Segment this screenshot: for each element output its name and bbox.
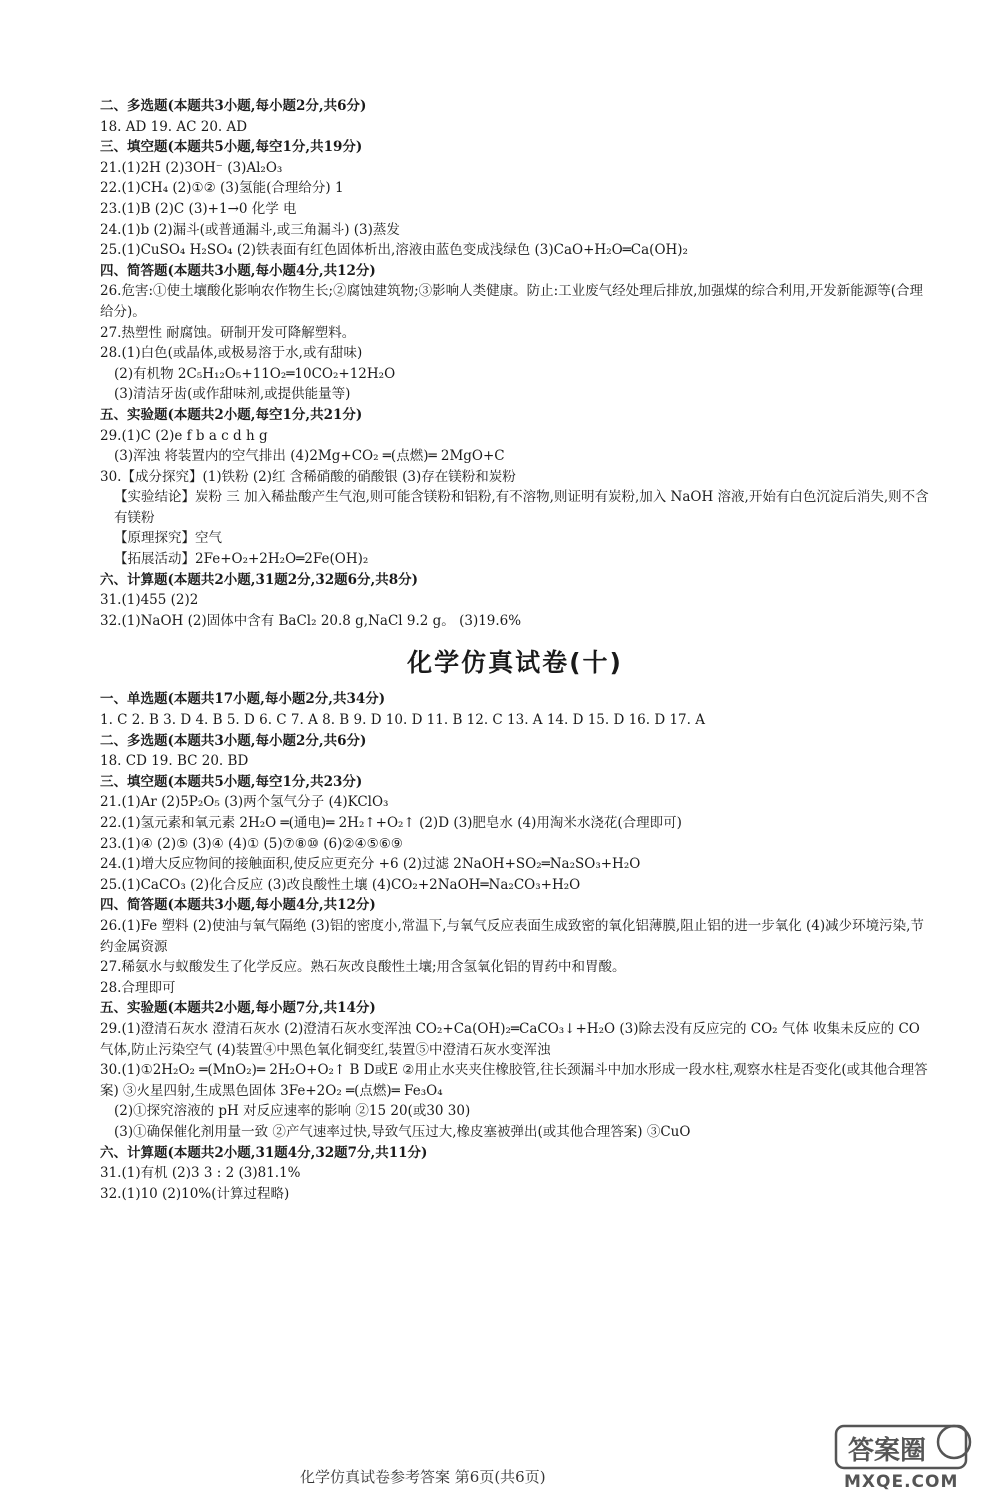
answer-line: 29.(1)C (2)e f b a c d h g (100, 427, 268, 444)
answer-line: 【原理探究】空气 (114, 530, 222, 547)
answer-line: (2)有机物 2C₅H₁₂O₅+11O₂═10CO₂+12H₂O (114, 365, 396, 382)
answer-line: 24.(1)增大反应物间的接触面积,使反应更充分 +6 (2)过滤 2NaOH+SO₂═Na₂SO₃+H₂O (100, 856, 641, 873)
section-heading: 五、实验题(本题共2小题,每小题7分,共14分) (100, 1000, 376, 1017)
answer-line: 30.(1)①2H₂O₂ ═(MnO₂)═ 2H₂O+O₂↑ B D或E ②用止水夹夹住橡胶管,往长颈漏斗中加水形成一段水柱,观察水柱是否变化(或其他合理答案) ③火星四射,生成黑色固体 3Fe+2O₂ ═(点燃)═ Fe₃O₄ (100, 1062, 928, 1099)
watermark-logo (834, 1422, 984, 1498)
section-heading: 三、填空题(本题共5小题,每空1分,共19分) (100, 139, 363, 156)
answers-part-2 (100, 689, 930, 1204)
section-heading: 五、实验题(本题共2小题,每空1分,共21分) (100, 406, 363, 423)
answer-line: 27.稀氨水与蚁酸发生了化学反应。熟石灰改良酸性土壤;用含氢氧化铝的胃药中和胃酸。 (100, 959, 626, 976)
answers-part-1 (100, 96, 930, 631)
section-heading: 六、计算题(本题共2小题,31题2分,32题6分,共8分) (100, 571, 419, 588)
answer-line: 18. CD 19. BC 20. BD (100, 753, 249, 770)
answer-line: 23.(1)B (2)C (3)+1→0 化学 电 (100, 200, 297, 217)
answer-line: 28.(1)白色(或晶体,或极易溶于水,或有甜味) (100, 345, 363, 362)
exam-title: 化学仿真试卷(十) (407, 648, 623, 678)
answer-line: 31.(1)455 (2)2 (100, 592, 199, 609)
answer-line: 32.(1)10 (2)10%(计算过程略) (100, 1185, 290, 1202)
answer-line: 1. C 2. B 3. D 4. B 5. D 6. C 7. A 8. B 9. D 10. D 11. B 12. C 13. A 14. D 15. D 16. D 17. A (100, 712, 705, 729)
answer-line: 26.危害:①使土壤酸化影响农作物生长;②腐蚀建筑物;③影响人类健康。防止:工业废气经处理后排放,加强煤的综合利用,开发新能源等(合理给分)。 (100, 283, 924, 320)
section-heading: 二、多选题(本题共3小题,每小题2分,共6分) (100, 98, 367, 114)
section-heading: 六、计算题(本题共2小题,31题4分,32题7分,共11分) (100, 1144, 428, 1161)
answer-line: 24.(1)b (2)漏斗(或普通漏斗,或三角漏斗) (3)蒸发 (100, 221, 400, 238)
answer-line: (3)①确保催化剂用量一致 ②产气速率过快,导致气压过大,橡皮塞被弹出(或其他合理答案) ③CuO (114, 1123, 691, 1140)
answer-line: 22.(1)氢元素和氧元素 2H₂O ═(通电)═ 2H₂↑+O₂↑ (2)D (3)肥皂水 (4)用淘米水浇花(合理即可) (100, 815, 682, 831)
section-heading: 四、简答题(本题共3小题,每小题4分,共12分) (100, 897, 376, 914)
section-heading: 三、填空题(本题共5小题,每空1分,共23分) (100, 773, 363, 790)
answer-line: 21.(1)2H (2)3OH⁻ (3)Al₂O₃ (100, 159, 283, 176)
answer-line: (3)浑浊 将装置内的空气排出 (4)2Mg+CO₂ ═(点燃)═ 2MgO+C (114, 448, 505, 465)
answer-line: 27.热塑性 耐腐蚀。研制开发可降解塑料。 (100, 324, 356, 341)
answer-line: 28.合理即可 (100, 979, 176, 996)
answer-line: 【拓展活动】2Fe+O₂+2H₂O═2Fe(OH)₂ (114, 551, 369, 568)
answer-line: 22.(1)CH₄ (2)①② (3)氢能(合理给分) 1 (100, 180, 344, 197)
answer-line: 23.(1)④ (2)⑤ (3)④ (4)① (5)⑦⑧⑩ (6)②④⑤⑥⑨ (100, 835, 403, 852)
answer-page (100, 96, 930, 1204)
answer-line: 29.(1)澄清石灰水 澄清石灰水 (2)澄清石灰水变浑浊 CO₂+Ca(OH)₂═CaCO₃↓+H₂O (3)除去没有反应完的 CO₂ 气体 收集未反应的 CO 气体,防止污染空气 (4)装置④中黑色氧化铜变红,装置⑤中澄清石灰水变浑浊 (100, 1020, 920, 1058)
answer-line: 18. AD 19. AC 20. AD (100, 118, 248, 135)
answer-line: 21.(1)Ar (2)5P₂O₅ (3)两个氢气分子 (4)KClO₃ (100, 794, 389, 811)
answer-line: 25.(1)CuSO₄ H₂SO₄ (2)铁表面有红色固体析出,溶液由蓝色变成浅绿色 (3)CaO+H₂O═Ca(OH)₂ (100, 242, 688, 259)
answer-line: 30.【成分探究】(1)铁粉 (2)红 含稀硝酸的硝酸银 (3)存在镁粉和炭粉 (100, 468, 516, 485)
answer-line: 31.(1)有机 (2)3 3 : 2 (3)81.1% (100, 1165, 301, 1182)
section-heading: 二、多选题(本题共3小题,每小题2分,共6分) (100, 732, 367, 749)
answer-line: 25.(1)CaCO₃ (2)化合反应 (3)改良酸性土壤 (4)CO₂+2NaOH═Na₂CO₃+H₂O (100, 876, 581, 893)
logo-url: MXQE.COM (844, 1472, 959, 1492)
logo-text: 答案圈 (848, 1436, 927, 1466)
section-heading: 四、简答题(本题共3小题,每小题4分,共12分) (100, 262, 376, 279)
section-heading: 一、单选题(本题共17小题,每小题2分,共34分) (100, 691, 386, 708)
answer-line: 32.(1)NaOH (2)固体中含有 BaCl₂ 20.8 g,NaCl 9.2 g。 (3)19.6% (100, 612, 522, 629)
answer-line: (3)清洁牙齿(或作甜味剂,或提供能量等) (114, 386, 351, 403)
page-footer: 化学仿真试卷参考答案 第6页(共6页) (300, 1468, 546, 1486)
answer-line: 【实验结论】炭粉 三 加入稀盐酸产生气泡,则可能含镁粉和铝粉,有不溶物,则证明有炭粉,加入 NaOH 溶液,开始有白色沉淀后消失,则不含有镁粉 (114, 489, 929, 526)
answer-line: 26.(1)Fe 塑料 (2)使油与氧气隔绝 (3)铝的密度小,常温下,与氧气反应表面生成致密的氧化铝薄膜,阻止铝的进一步氧化 (4)减少环境污染,节约金属资源 (100, 917, 924, 955)
answer-line: (2)①探究溶液的 pH 对反应速率的影响 ②15 20(或30 30) (114, 1103, 471, 1120)
